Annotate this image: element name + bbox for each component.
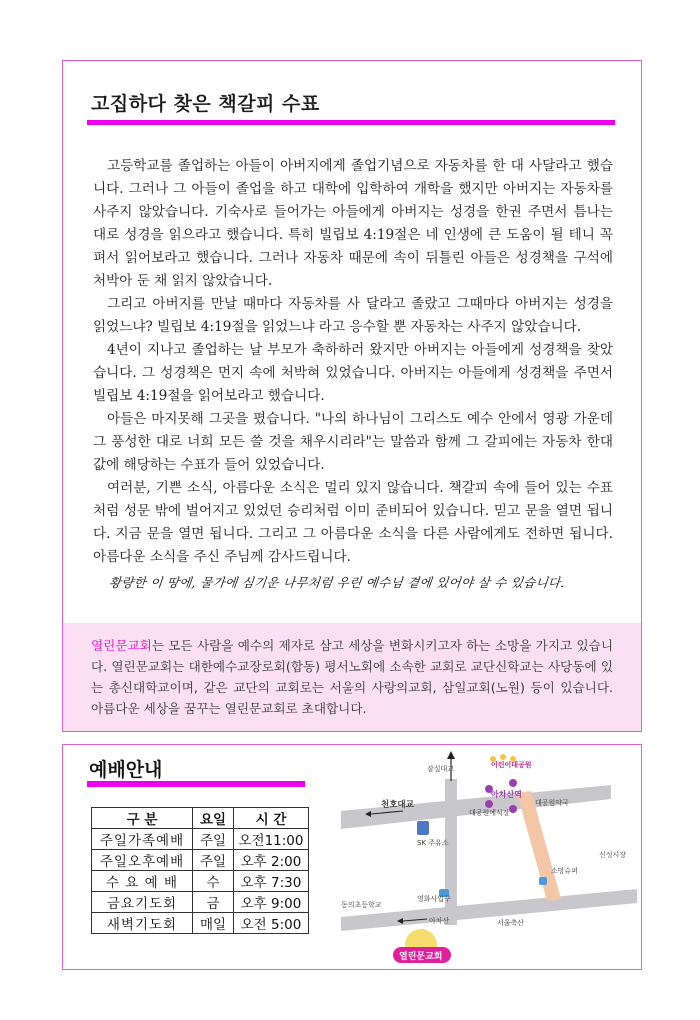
label-seoul-meat: 서울축산 bbox=[497, 919, 525, 927]
subway-marker-icon bbox=[485, 800, 493, 808]
row-name: 금요기도회 bbox=[92, 892, 193, 913]
row-day: 금 bbox=[193, 892, 234, 913]
label-school: 동의초등학교 bbox=[341, 901, 382, 909]
header-category: 구 분 bbox=[92, 808, 193, 829]
row-name: 주일가족예배 bbox=[92, 829, 193, 850]
story-body bbox=[93, 155, 613, 569]
label-daegongwon-market: 대공원약국 bbox=[535, 799, 569, 807]
story-title: 고집하다 찾은 책갈피 수표 bbox=[91, 93, 320, 115]
table-row bbox=[92, 829, 309, 850]
store-icon bbox=[539, 877, 547, 885]
label-cheonho: 천호대교 bbox=[381, 800, 414, 810]
label-sinseong: 신성시장 bbox=[599, 851, 627, 859]
table-row bbox=[92, 892, 309, 913]
row-day: 수 bbox=[193, 871, 234, 892]
intro-text-1: 는 모든 사람을 예수의 제자로 삼고 세상을 변화시키고자 하는 소망을 가지고 있습니다. bbox=[91, 638, 613, 674]
label-sk: SK 주유소 bbox=[417, 839, 449, 847]
church-name-plain-2: 열린문교회 bbox=[224, 701, 286, 716]
location-map bbox=[341, 749, 637, 967]
row-name: 수 요 예 배 bbox=[92, 871, 193, 892]
church-name-highlight: 열린문교회 bbox=[91, 638, 152, 653]
arrow-up-head-icon bbox=[447, 751, 455, 759]
park-flower-icon bbox=[500, 754, 506, 760]
story-paragraph-4: 아들은 마지못해 그곳을 폈습니다. "나의 하나님이 그리스도 예수 안에서 영광 가운데 그 풍성한 대로 너희 모든 쓸 것을 채우시리라"는 말씀과 함께 그 갈피에는 자동차 한대 값에 해당하는 수표가 들어 있었습니다. bbox=[93, 411, 613, 473]
label-youngwha: 영화사입구 bbox=[417, 895, 451, 903]
header-time: 시 간 bbox=[234, 808, 309, 829]
label-jamsil: 잠실대교 bbox=[427, 765, 455, 773]
row-day: 주일 bbox=[193, 850, 234, 871]
map-road-vertical bbox=[445, 779, 457, 925]
story-paragraph-3: 4년이 지나고 졸업하는 날 부모가 축하하러 왔지만 아버지는 아들에게 성경책을 찾았습니다. 그 성경책은 먼지 속에 처박혀 있었습니다. 아버지는 아들에게 성경책을 주면서 빌립보 4:19절을 읽어보라고 했습니다. bbox=[93, 342, 613, 404]
row-time: 오후 7:30 bbox=[234, 871, 309, 892]
map-road-orange bbox=[517, 791, 561, 901]
label-park: 어린이대공원 bbox=[491, 761, 532, 769]
row-time: 오후 2:00 bbox=[234, 850, 309, 871]
label-daegongwon-restaurant: 대공원예식장 bbox=[469, 809, 510, 817]
intro-text-2: 는 대한예수교장로회(합동) 평서노회에 소속한 교회로 교단신학교는 사당동에 있는 총신대학교이며, 같은 교단의 교회로는 서울의 사랑의교회, 삼일교회(노원) 등이 있습니다. 아름다운 세상을 꿈꾸는 bbox=[91, 659, 613, 716]
worship-title-underline bbox=[87, 781, 305, 787]
row-time: 오전11:00 bbox=[234, 829, 309, 850]
header-day: 요일 bbox=[193, 808, 234, 829]
row-day: 매일 bbox=[193, 913, 234, 934]
row-day: 주일 bbox=[193, 829, 234, 850]
handwritten-quote: 황량한 이 땅에, 물가에 심기운 나무처럼 우린 예수님 곁에 있어야 살 수 있습니다. bbox=[108, 575, 566, 590]
gas-station-icon bbox=[417, 821, 429, 835]
story-paragraph-1: 고등학교를 졸업하는 아들이 아버지에게 졸업기념으로 자동차를 한 대 사달라고 했습니다. 그러나 그 아들이 졸업을 하고 대학에 입학하여 개학을 했지만 아버지는 자동차를 사주지 않았습니다. 기숙사로 들어가는 아들에게 아버지는 성경을 한권 주면서 틈나는 대로 성경을 읽으라고 했습니다. 특히 빌립보 4:19절은 네 인생에 큰 도움이 될 테니 꼭 펴서 읽어보라고 했습니다. 그러나 자동차 때문에 속이 뒤틀린 아들은 성경책을 구석에 처박아 둔 채 읽지 않았습니다. bbox=[93, 158, 613, 289]
label-achasan-station: 아차산역 bbox=[491, 790, 522, 799]
church-name-plain: 열린문교회 bbox=[111, 659, 173, 674]
map-road-bottom bbox=[341, 889, 637, 931]
story-panel bbox=[62, 60, 642, 732]
label-achasan: 아차산 bbox=[429, 917, 450, 925]
subway-marker-icon bbox=[509, 779, 517, 787]
table-row bbox=[92, 913, 309, 934]
title-underline bbox=[87, 120, 615, 125]
worship-schedule-table bbox=[91, 807, 309, 934]
story-paragraph-5: 여러분, 기쁜 소식, 아름다운 소식은 멀리 있지 않습니다. 책갈피 속에 들어 있는 수표처럼 성문 밖에 벌어지고 있었던 승리처럼 이미 준비되어 있습니다. 믿고 문을 열면 됩니다. 지금 문을 열면 됩니다. 그리고 그 아름다운 소식을 다른 사람에게도 전하면 됩니다. 아름다운 소식을 주신 주님께 감사드립니다. bbox=[93, 480, 613, 565]
label-sodong: 소망슈퍼 bbox=[551, 867, 579, 875]
label-church: 열린문교회 bbox=[399, 952, 443, 962]
table-row bbox=[92, 850, 309, 871]
table-header-row bbox=[92, 808, 309, 829]
worship-title: 예배안내 bbox=[89, 759, 163, 781]
story-paragraph-2: 그리고 아버지를 만날 때마다 자동차를 사 달라고 졸랐고 그때마다 아버지는 성경을 읽었느냐? 빌립보 4:19절을 읽었느냐 라고 응수할 뿐 자동차는 사주지 않았습니다. bbox=[93, 296, 613, 335]
row-name: 주일오후예배 bbox=[92, 850, 193, 871]
intro-text-3: 로 초대합니다. bbox=[285, 701, 367, 716]
table-row bbox=[92, 871, 309, 892]
row-time: 오전 5:00 bbox=[234, 913, 309, 934]
row-name: 새벽기도회 bbox=[92, 913, 193, 934]
subway-marker-icon bbox=[509, 805, 517, 813]
church-intro-box bbox=[63, 623, 641, 731]
worship-panel bbox=[62, 744, 642, 970]
row-time: 오후 9:00 bbox=[234, 892, 309, 913]
